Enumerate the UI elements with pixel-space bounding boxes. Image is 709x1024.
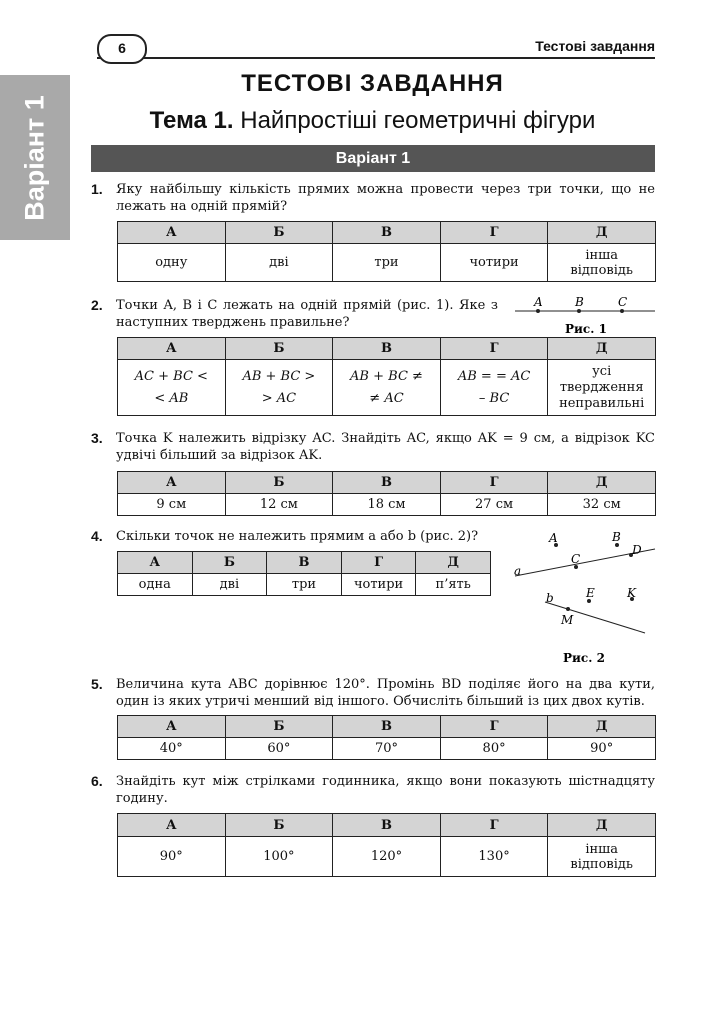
- question-6-answers: [117, 813, 656, 877]
- question-4-answers: [117, 551, 491, 596]
- question-1-answers: [117, 221, 656, 282]
- fig2-point-m: [566, 607, 570, 611]
- option-label: А: [118, 338, 226, 360]
- topic-name: Найпростіші геометричні фігури: [240, 107, 596, 134]
- variant-side-tab: [0, 75, 70, 240]
- answer-cell: інша відповідь: [548, 244, 656, 282]
- question-3-text: Точка K належить відрізку AC. Знайдіть AC, якщо AK = 9 см, а відрізок KC удвічі більший за відрізок AK.: [116, 431, 655, 463]
- answer-cell: дві: [225, 244, 333, 282]
- running-title: Тестові завдання: [535, 38, 655, 54]
- answer-cell: три: [333, 244, 441, 282]
- question-5-number: 5.: [91, 676, 103, 692]
- answer-cell: дві: [192, 574, 267, 596]
- option-label: Б: [192, 552, 267, 574]
- option-label: Д: [548, 716, 656, 738]
- fig1-point-b: [577, 309, 581, 313]
- fig1-point-c: [620, 309, 624, 313]
- answer-cell: AB + BC > > AC: [225, 360, 333, 416]
- option-label: В: [333, 716, 441, 738]
- option-label: А: [118, 552, 193, 574]
- fig1-label-c: C: [618, 295, 628, 309]
- question-3-number: 3.: [91, 430, 103, 446]
- option-label: В: [333, 338, 441, 360]
- fig1-label-b: B: [575, 295, 584, 309]
- page-number: 6: [97, 34, 147, 64]
- topic-title: [90, 107, 655, 135]
- answer-cell: 12 см: [225, 494, 333, 516]
- option-label: Д: [548, 472, 656, 494]
- fig2-label-line-b: b: [546, 591, 554, 605]
- option-label: Д: [548, 814, 656, 837]
- fig2-line-b: [545, 602, 645, 633]
- answer-cell: 9 см: [118, 494, 226, 516]
- option-label: Д: [548, 338, 656, 360]
- question-2-text: Точки A, B і C лежать на одній прямій (рис. 1). Яке з наступних тверджень правильне?: [116, 298, 498, 330]
- fig2-label-b: B: [612, 530, 621, 544]
- fig2-caption: Рис. 2: [563, 651, 605, 665]
- page-title: ТЕСТОВІ ЗАВДАННЯ: [241, 70, 504, 97]
- option-label: Г: [440, 338, 548, 360]
- variant-side-tab-label: Варіант 1: [19, 94, 50, 221]
- option-label: Г: [440, 814, 548, 837]
- fig2-label-a: A: [549, 531, 558, 545]
- answer-cell: одна: [118, 574, 193, 596]
- question-4-number: 4.: [91, 528, 103, 544]
- option-label: В: [333, 222, 441, 244]
- fig1-caption: Рис. 1: [565, 322, 607, 336]
- answer-cell: 70°: [333, 738, 441, 760]
- answer-cell: AC + BC < < AB: [118, 360, 226, 416]
- question-1-number: 1.: [91, 181, 103, 197]
- fig2-label-e: E: [586, 586, 595, 600]
- question-6-text: Знайдіть кут між стрілками годинника, якщо вони показують шістнадцяту годину.: [116, 774, 655, 806]
- question-1-text: Яку найбільшу кількість прямих можна провести через три точки, що не лежать на одній прямій?: [116, 182, 655, 214]
- fig2-label-m: M: [561, 613, 574, 627]
- question-2-answers: [117, 337, 656, 416]
- fig1-label-a: A: [534, 295, 543, 309]
- option-label: В: [333, 814, 441, 837]
- topic-prefix: Тема 1.: [149, 107, 234, 134]
- fig2-label-k: K: [627, 586, 636, 600]
- option-label: В: [333, 472, 441, 494]
- fig2-label-d: D: [632, 543, 642, 557]
- answer-cell: 40°: [118, 738, 226, 760]
- answer-cell: 60°: [225, 738, 333, 760]
- option-label: Г: [440, 222, 548, 244]
- option-label: А: [118, 472, 226, 494]
- answer-cell: 120°: [333, 837, 441, 877]
- figure-2: [505, 525, 660, 670]
- answer-cell: 100°: [225, 837, 333, 877]
- answer-cell: 90°: [548, 738, 656, 760]
- option-label: Г: [440, 472, 548, 494]
- answer-cell: одну: [118, 244, 226, 282]
- option-label: А: [118, 814, 226, 837]
- option-label: Б: [225, 472, 333, 494]
- question-6-number: 6.: [91, 773, 103, 789]
- answer-cell: 32 см: [548, 494, 656, 516]
- answer-cell: інша відповідь: [548, 837, 656, 877]
- option-label: Г: [341, 552, 416, 574]
- answer-cell: 80°: [440, 738, 548, 760]
- option-label: В: [267, 552, 342, 574]
- answer-cell: чотири: [440, 244, 548, 282]
- answer-cell: чотири: [341, 574, 416, 596]
- option-label: Б: [225, 814, 333, 837]
- answer-cell: три: [267, 574, 342, 596]
- option-label: А: [118, 222, 226, 244]
- answer-cell: усі твердження неправильні: [548, 360, 656, 416]
- answer-cell: 18 см: [333, 494, 441, 516]
- option-label: Г: [440, 716, 548, 738]
- option-label: Д: [548, 222, 656, 244]
- option-label: Б: [225, 338, 333, 360]
- answer-cell: AB = = AC – BC: [440, 360, 548, 416]
- answer-cell: 130°: [440, 837, 548, 877]
- answer-cell: 90°: [118, 837, 226, 877]
- option-label: Б: [225, 222, 333, 244]
- variant-heading: Варіант 1: [91, 145, 655, 172]
- header-rule: [97, 57, 655, 59]
- question-5-answers: [117, 715, 656, 760]
- option-label: А: [118, 716, 226, 738]
- fig2-label-c: C: [571, 552, 581, 566]
- question-4-text: Скільки точок не належить прямим a або b (рис. 2)?: [116, 529, 479, 544]
- answer-cell: п’ять: [416, 574, 491, 596]
- option-label: Д: [416, 552, 491, 574]
- fig1-point-a: [536, 309, 540, 313]
- fig2-label-line-a: a: [514, 564, 522, 578]
- question-3-answers: [117, 471, 656, 516]
- question-2-number: 2.: [91, 297, 103, 313]
- answer-cell: AB + BC ≠ ≠ AC: [333, 360, 441, 416]
- option-label: Б: [225, 716, 333, 738]
- question-5-text: Величина кута ABC дорівнює 120°. Промінь BD поділяє його на два кути, один із яких утричі менший від іншого. Обчисліть більший із цих двох кутів.: [116, 677, 655, 709]
- figure-1: [505, 292, 660, 340]
- answer-cell: 27 см: [440, 494, 548, 516]
